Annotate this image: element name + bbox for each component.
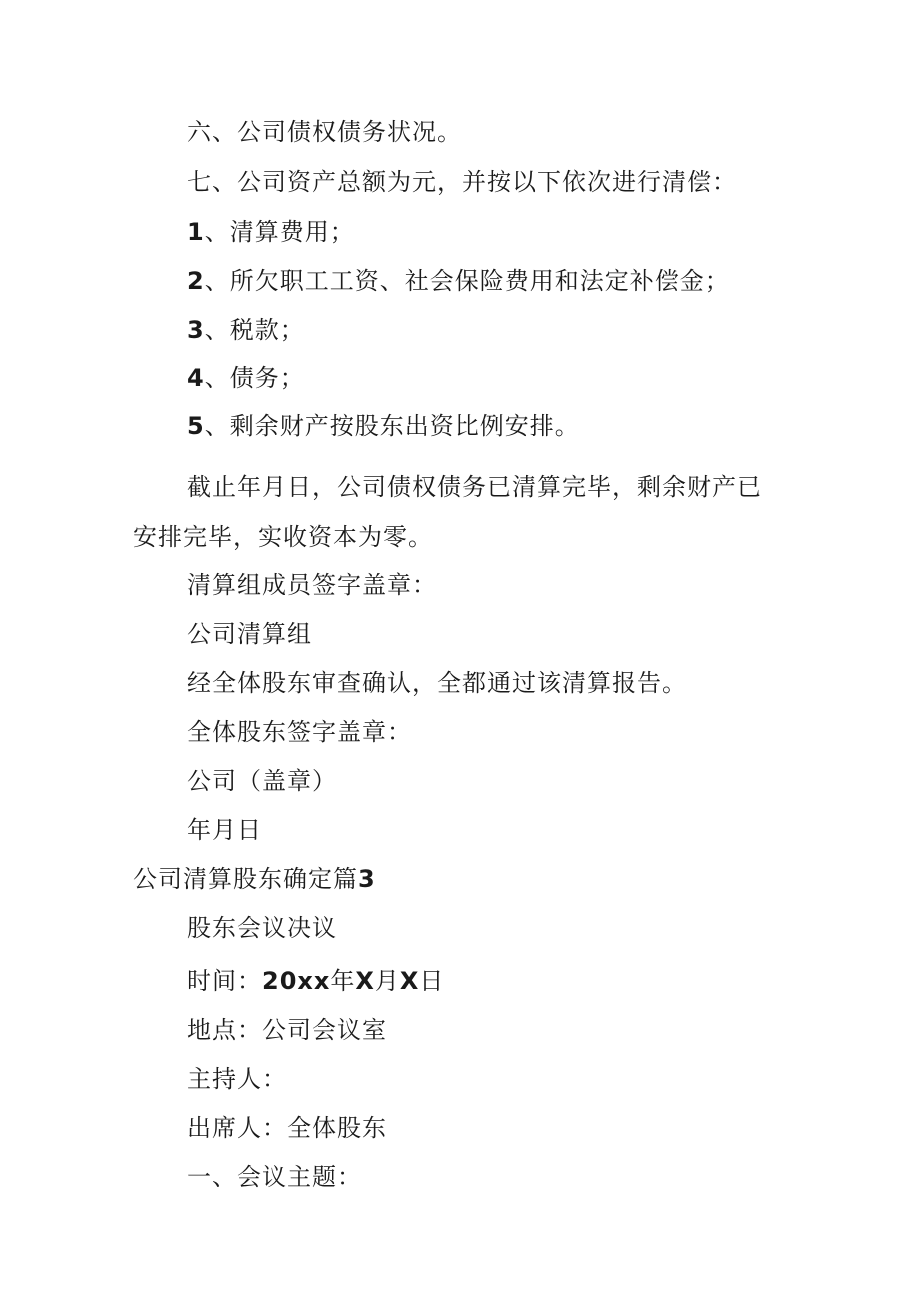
company-seal-line: 公司（盖章） — [187, 767, 337, 795]
list-number: 5 — [187, 412, 205, 440]
date-line: 年月日 — [187, 816, 262, 844]
time-label: 时间： — [187, 967, 262, 995]
time-month-char: 月 — [374, 967, 400, 995]
item-7: 七、公司资产总额为元，并按以下依次进行清偿： — [187, 168, 737, 196]
list-item-5 — [187, 412, 580, 440]
list-number: 3 — [187, 316, 205, 344]
list-text: 、所欠职工工资、社会保险费用和法定补偿金； — [204, 267, 730, 295]
group-name: 公司清算组 — [187, 620, 312, 648]
confirmation-line: 经全体股东审查确认，全都通过该清算报告。 — [187, 669, 687, 697]
list-item-3 — [187, 316, 305, 344]
time-line — [187, 967, 444, 995]
shareholders-sign-line: 全体股东签字盖章： — [187, 718, 412, 746]
item-6: 六、公司债权债务状况。 — [187, 118, 462, 146]
closing-paragraph: 截止年月日，公司债权债务已清算完毕，剩余财产已安排完毕，实收资本为零。 — [133, 473, 762, 551]
time-day: X — [399, 967, 420, 995]
time-year-char: 年 — [330, 967, 356, 995]
section-title-text: 公司清算股东确定篇 — [133, 865, 358, 893]
list-number: 4 — [187, 364, 205, 392]
time-year: 20xx — [262, 967, 331, 995]
section-title-number: 3 — [358, 865, 376, 893]
location-line: 地点：公司会议室 — [187, 1016, 387, 1044]
list-number: 2 — [187, 267, 205, 295]
list-number: 1 — [187, 218, 205, 246]
list-text: 、剩余财产按股东出资比例安排。 — [204, 412, 580, 440]
list-text: 、税款； — [204, 316, 305, 344]
resolution-title: 股东会议决议 — [187, 914, 337, 942]
attendees-line: 出席人：全体股东 — [187, 1114, 387, 1142]
time-day-char: 日 — [419, 967, 445, 995]
list-text: 、清算费用； — [204, 218, 355, 246]
list-item-4 — [187, 364, 305, 392]
sign-group-line: 清算组成员签字盖章： — [187, 571, 437, 599]
host-line: 主持人： — [187, 1065, 287, 1093]
section-title — [133, 865, 376, 893]
topic-line: 一、会议主题： — [187, 1163, 362, 1191]
list-text: 、债务； — [204, 364, 305, 392]
list-item-2 — [187, 267, 730, 295]
list-item-1 — [187, 218, 355, 246]
time-month: X — [355, 967, 375, 995]
